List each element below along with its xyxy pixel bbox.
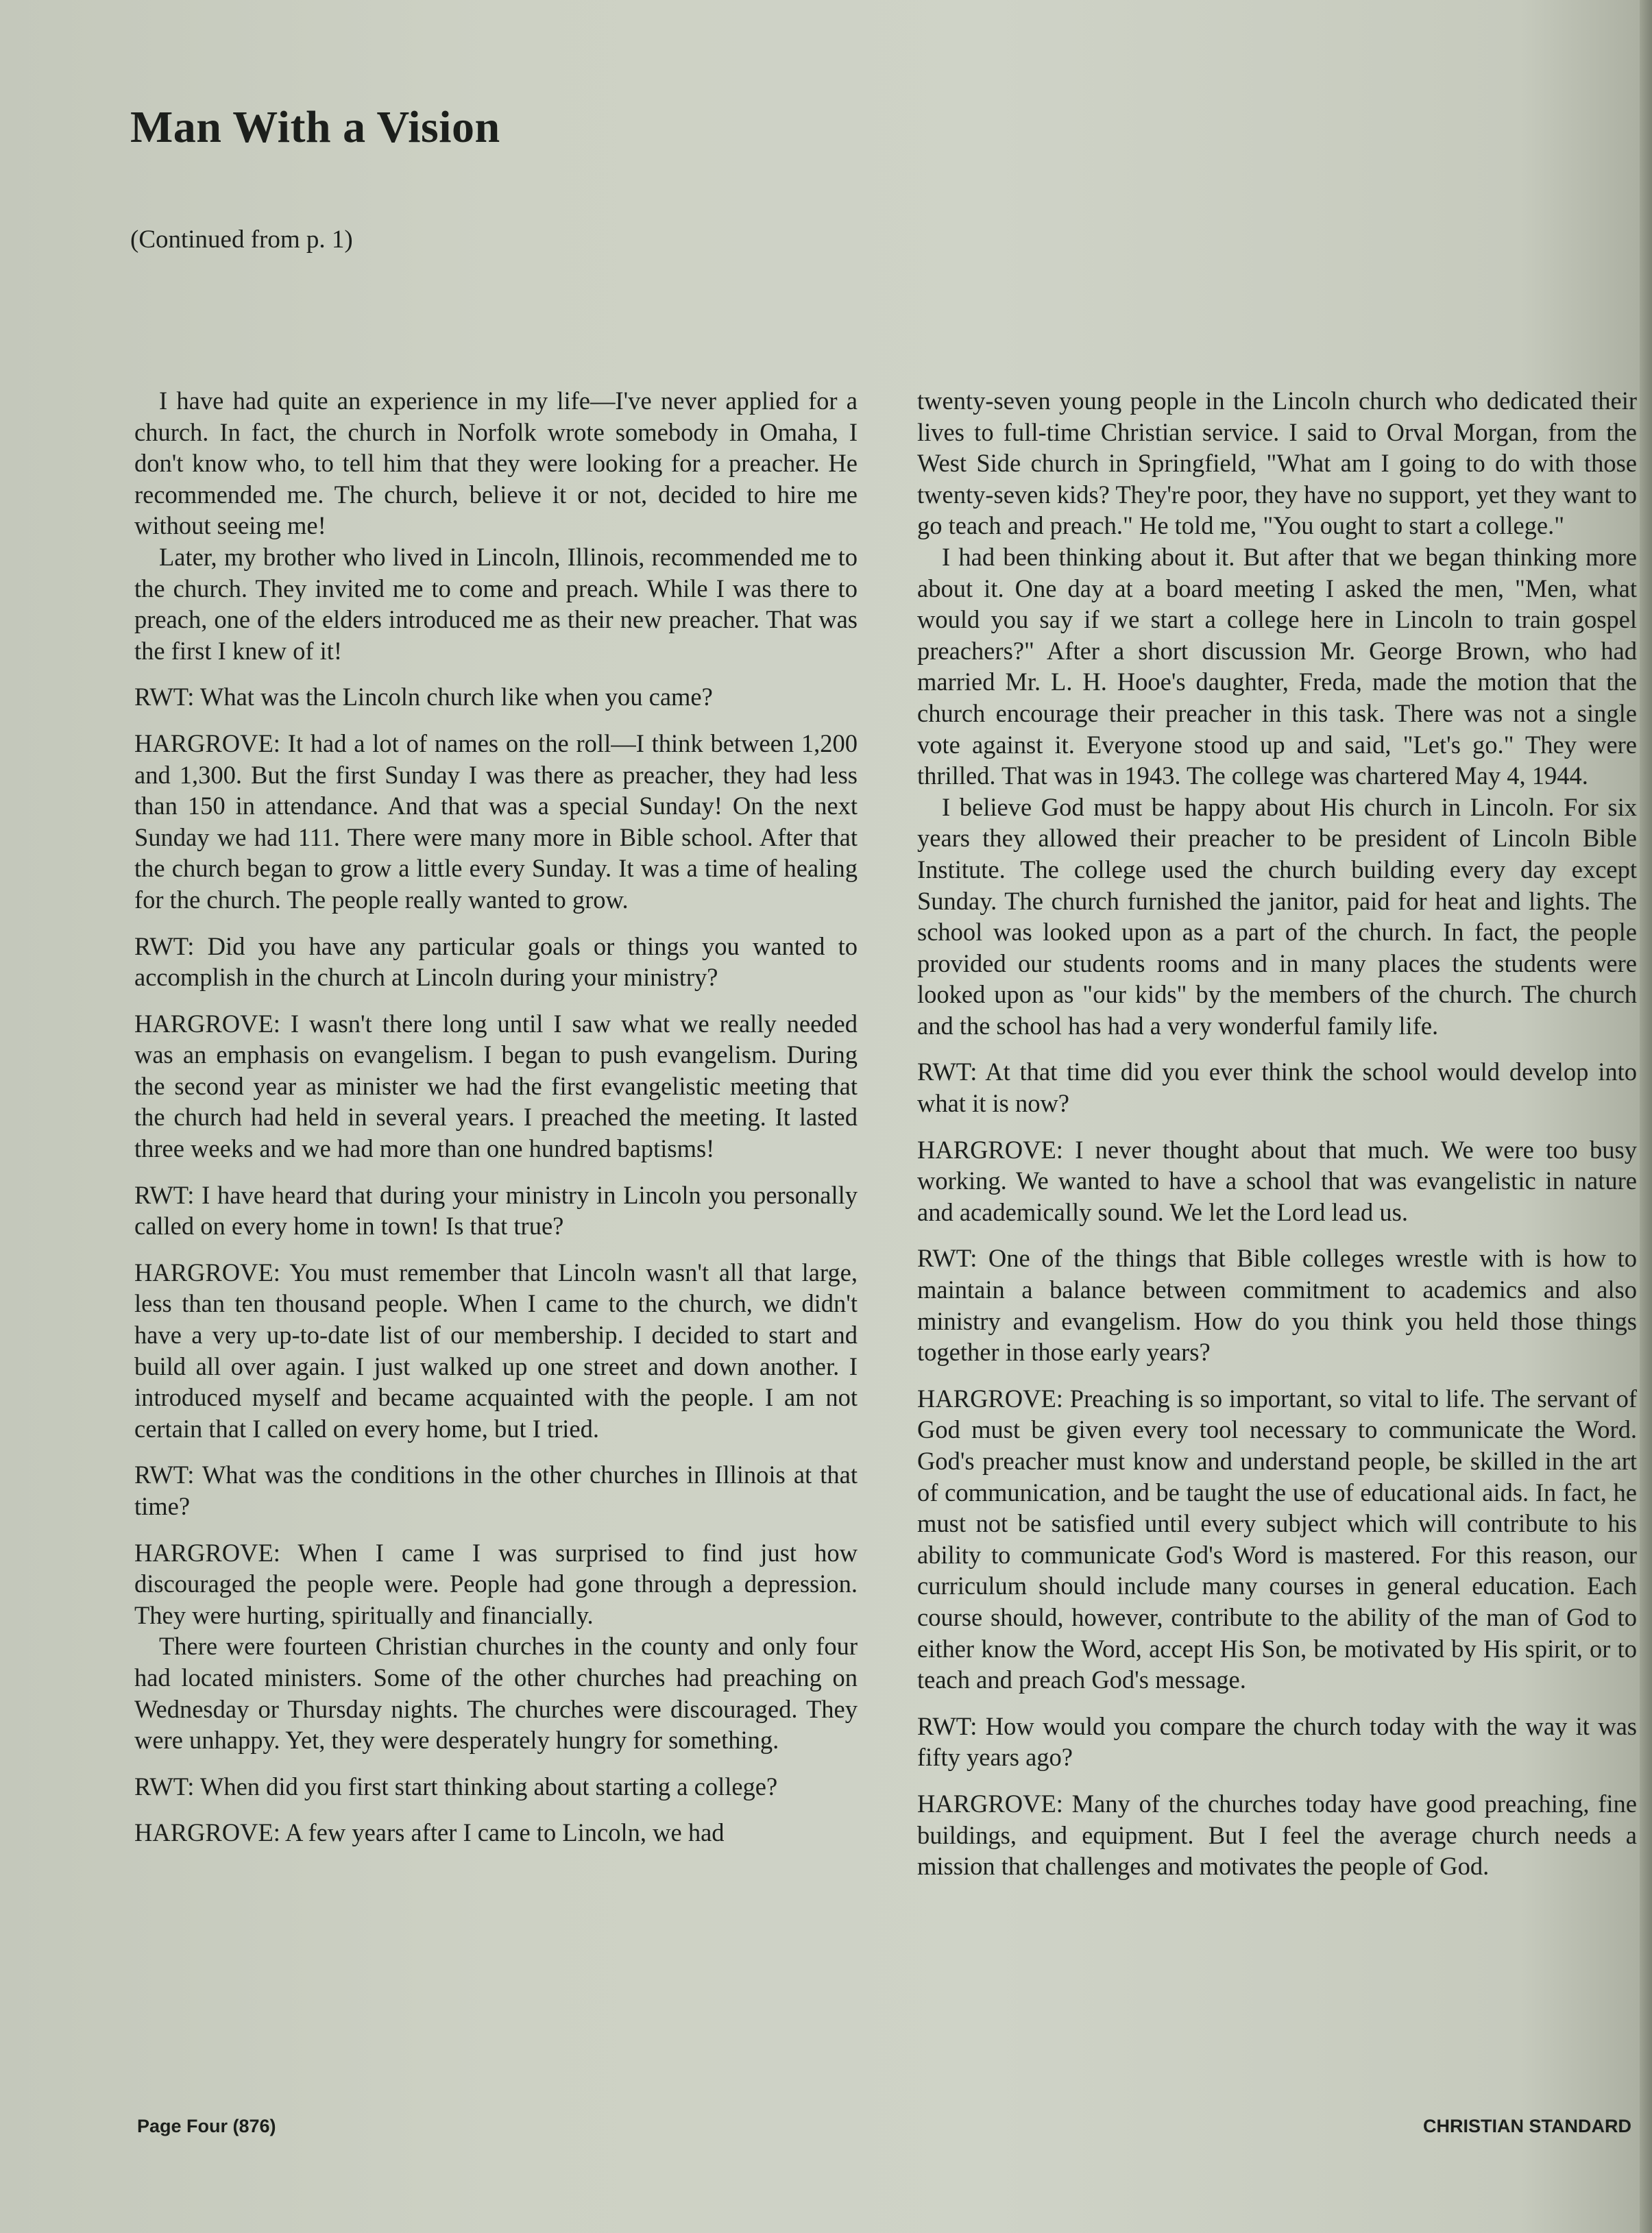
continued-note: (Continued from p. 1) <box>130 225 353 254</box>
right-column <box>917 385 1637 1882</box>
paragraph: twenty-seven young people in the Lincoln church who dedicated their lives to full-time Christian service. I said to Orval Morgan, from the West Side church in Springfield, "What am I going to do with those twenty-seven kids? They're poor, they have no support, yet they want to go teach and preach." He told me, "You ought to start a college." <box>917 387 1637 540</box>
paragraph: RWT: Did you have any particular goals or things you wanted to accomplish in the church at Lincoln during your ministry? <box>134 931 858 992</box>
page-number-footer: Page Four (876) <box>137 2116 276 2136</box>
paragraph: HARGROVE: I wasn't there long until I saw what we really needed was an emphasis on evangelism. I began to push evangelism. During the second year as minister we had the first evangelistic meeting that the church had held in several years. I preached the meeting. It lasted three weeks and we had more than one hundred baptisms! <box>134 1009 858 1163</box>
paragraph: RWT: What was the Lincoln church like when you came? <box>134 683 713 711</box>
paragraph: RWT: I have heard that during your ministry in Lincoln you personally called on every home in town! Is that true? <box>134 1180 858 1241</box>
paragraph: RWT: When did you first start thinking about starting a college? <box>134 1772 778 1801</box>
magazine-name-footer: CHRISTIAN STANDARD <box>1423 2116 1631 2136</box>
paragraph: HARGROVE: Preaching is so important, so vital to life. The servant of God must be given every tool necessary to communicate the Word. God's preacher must know and understand people, be skilled in the art of communication, and be taught the use of educational aids. In fact, he must not be satisfied until every subject which will contribute to his ability to communicate God's Word is mastered. For this reason, our curriculum should include many courses in general education. Each course should, however, contribute to the ability of the man of God to either know the Word, accept His Son, be motivated by His spirit, or to teach and preach God's message. <box>917 1384 1637 1694</box>
paragraph: I have had quite an experience in my life—I've never applied for a church. In fact, the church in Norfolk wrote somebody in Omaha, I don't know who, to tell him that they were looking for a preacher. He recommended me. The church, believe it or not, decided to hire me without seeing me! <box>134 387 858 540</box>
paragraph: HARGROVE: Many of the churches today have good preaching, fine buildings, and equipment. But I feel the average church needs a mission that challenges and motivates the people of God. <box>917 1789 1637 1881</box>
paragraph: I had been thinking about it. But after that we began thinking more about it. One day at a board meeting I asked the men, "Men, what would you say if we start a college here in Lincoln to train gospel preachers?" After a short discussion Mr. George Brown, who had married Mr. L. H. Hooe's daughter, Freda, made the motion that the church encourage their preacher in this task. There was not a single vote against it. Everyone stood up and said, "Let's go." They were thrilled. That was in 1943. The college was chartered May 4, 1944. <box>917 542 1637 790</box>
paragraph: RWT: One of the things that Bible colleges wrestle with is how to maintain a balance between commitment to academics and also ministry and evangelism. How do you think you held those things together in those early years? <box>917 1244 1637 1367</box>
paragraph: RWT: At that time did you ever think the school would develop into what it is now? <box>917 1058 1637 1118</box>
article-title: Man With a Vision <box>130 102 500 152</box>
paragraph: I believe God must be happy about His church in Lincoln. For six years they allowed their preacher to be president of Lincoln Bible Institute. The college used the church building every day except Sunday. The church furnished the janitor, paid for heat and lights. The school was looked upon as a part of the church. In fact, the people provided our students rooms and in many places the students were looked upon as "our kids" by the members of the church. The church and the school has had a very wonderful family life. <box>917 792 1637 1040</box>
paragraph: RWT: How would you compare the church today with the way it was fifty years ago? <box>917 1711 1637 1772</box>
paragraph: HARGROVE: You must remember that Lincoln wasn't all that large, less than ten thousand people. When I came to the church, we didn't have a very up-to-date list of our membership. I decided to start and build all over again. I just walked up one street and down another. I introduced myself and became acquainted with the people. I am not certain that I called on every home, but I tried. <box>134 1258 858 1443</box>
left-column <box>134 385 858 1848</box>
paragraph: There were fourteen Christian churches in the county and only four had located ministers. Some of the other churches had preaching on Wednesday or Thursday nights. The churches were discouraged. They were unhappy. Yet, they were desperately hungry for something. <box>134 1632 858 1755</box>
paragraph: HARGROVE: A few years after I came to Lincoln, we had <box>134 1818 725 1847</box>
paragraph: Later, my brother who lived in Lincoln, Illinois, recommended me to the church. They invited me to come and preach. While I was there to preach, one of the elders introduced me as their new preacher. That was the first I knew of it! <box>134 542 858 665</box>
page-edge-shadow <box>1640 0 1652 2233</box>
paragraph: RWT: What was the conditions in the other churches in Illinois at that time? <box>134 1461 858 1520</box>
paragraph: HARGROVE: I never thought about that much. We were too busy working. We wanted to have a school that was evangelistic in nature and academically sound. We let the Lord lead us. <box>917 1135 1637 1226</box>
paragraph: HARGROVE: It had a lot of names on the roll—I think between 1,200 and 1,300. But the first Sunday I was there as preacher, they had less than 150 in attendance. And that was a special Sunday! On the next Sunday we had 111. There were many more in Bible school. After that the church began to grow a little every Sunday. It was a time of healing for the church. The people really wanted to grow. <box>134 729 858 914</box>
paragraph: HARGROVE: When I came I was surprised to find just how discouraged the people were. People had gone through a depression. They were hurting, spiritually and financially. <box>134 1538 858 1629</box>
